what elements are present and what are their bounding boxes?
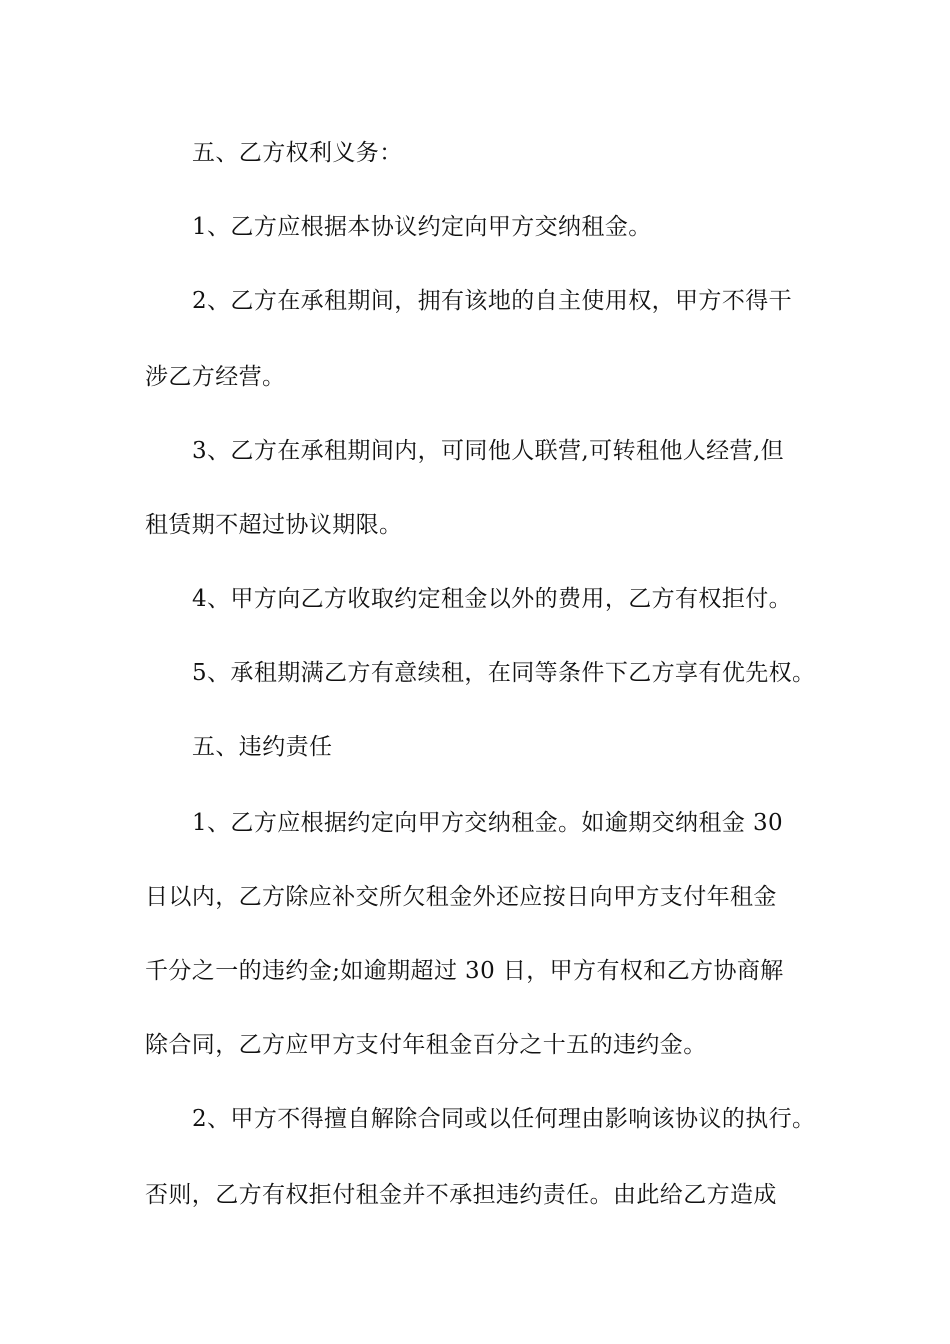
paragraph-line: 日以内，乙方除应补交所欠租金外还应按日向甲方支付年租金	[145, 884, 777, 910]
paragraph-line: 1、乙方应根据约定向甲方交纳租金。如逾期交纳租金 30	[192, 810, 784, 836]
section-heading-rights: 五、乙方权利义务：	[192, 140, 403, 166]
section-heading-liability: 五、违约责任	[192, 734, 333, 760]
paragraph-line: 4、甲方向乙方收取约定租金以外的费用，乙方有权拒付。	[192, 586, 793, 612]
paragraph-line: 2、甲方不得擅自解除合同或以任何理由影响该协议的执行。	[192, 1106, 816, 1132]
paragraph-line: 涉乙方经营。	[145, 364, 286, 390]
paragraph-line: 2、乙方在承租期间，拥有该地的自主使用权，甲方不得干	[192, 288, 793, 314]
paragraph-line: 千分之一的违约金;如逾期超过 30 日，甲方有权和乙方协商解	[145, 958, 784, 984]
paragraph-line: 除合同，乙方应甲方支付年租金百分之十五的违约金。	[145, 1032, 707, 1058]
paragraph-line: 1、乙方应根据本协议约定向甲方交纳租金。	[192, 214, 652, 240]
paragraph-line: 3、乙方在承租期间内，可同他人联营,可转租他人经营,但	[192, 438, 785, 464]
paragraph-line: 5、承租期满乙方有意续租，在同等条件下乙方享有优先权。	[192, 660, 816, 686]
paragraph-line: 租赁期不超过协议期限。	[145, 512, 403, 538]
paragraph-line: 否则，乙方有权拒付租金并不承担违约责任。由此给乙方造成	[145, 1182, 777, 1208]
